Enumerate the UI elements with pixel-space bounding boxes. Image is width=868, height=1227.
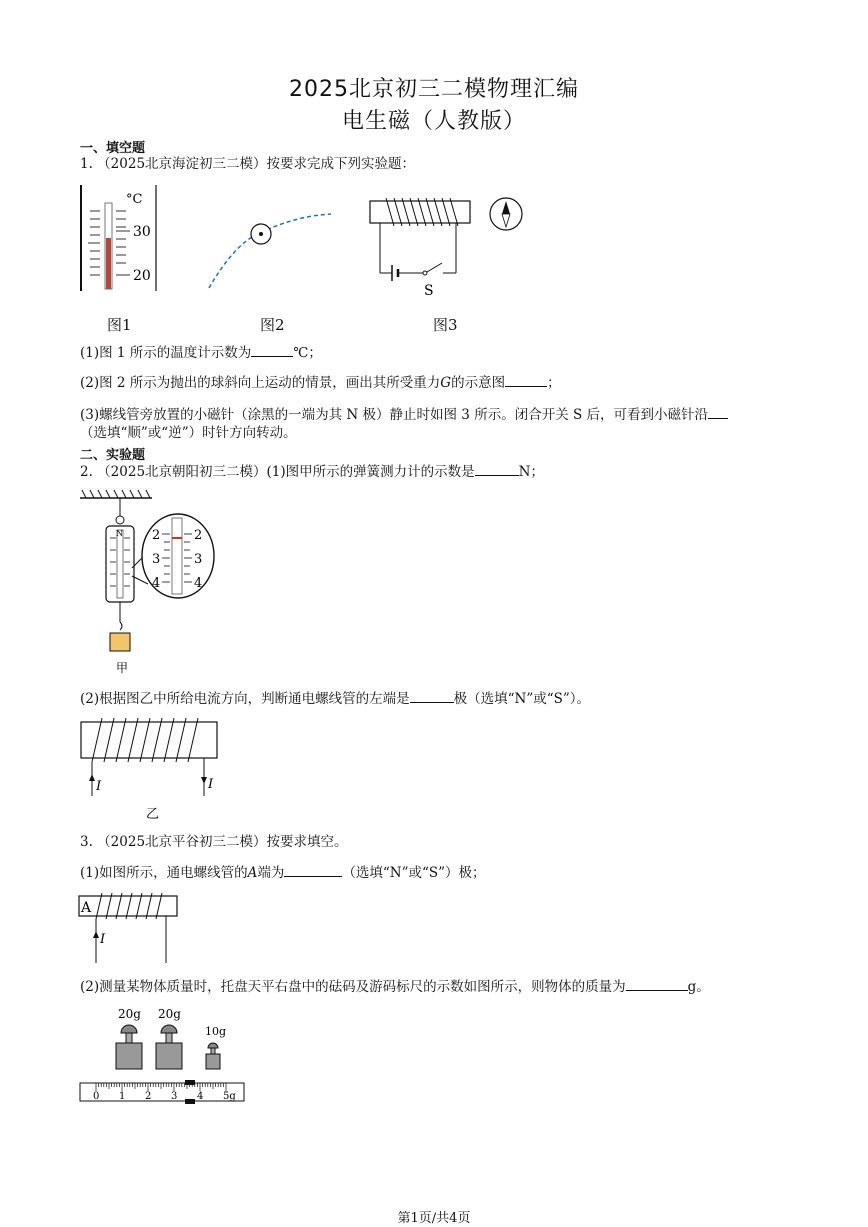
- q1-part1-unit: ℃；: [293, 345, 322, 361]
- q1-part2-text-b: 的示意图: [451, 375, 506, 391]
- thermometer-figure: [78, 183, 168, 295]
- thermometer-unit: °C: [126, 192, 143, 207]
- ball-trajectory-figure: [205, 208, 335, 293]
- figure-label-jia: 甲: [116, 661, 129, 675]
- q3-intro: 3. （2025北京平谷初三二模）按要求填空。: [80, 834, 348, 850]
- callout-label-2-right: 2: [194, 528, 203, 543]
- answer-blank[interactable]: [284, 864, 342, 877]
- answer-blank[interactable]: [475, 463, 519, 476]
- q3-part1-text-b: 端为: [257, 865, 285, 881]
- answer-blank[interactable]: [708, 406, 728, 419]
- q2-part2-text: (2)根据图乙中所给电流方向，判断通电螺线管的左端是: [80, 691, 410, 707]
- caption-fig2: 图2: [260, 316, 285, 334]
- q3-part1-text-c: （选填“N”或“S”）极；: [342, 865, 486, 881]
- current-label-left: I: [96, 779, 102, 794]
- rider-icon: [185, 1080, 195, 1085]
- q3-part2-text: (2)测量某物体质量时，托盘天平右盘中的砝码及游码标尺的示数如图所示，则物体的质量为: [80, 979, 626, 995]
- answer-blank[interactable]: [251, 344, 293, 357]
- q1-intro: 1. （2025北京海淀初三二模）按要求完成下列实验题：: [80, 156, 416, 172]
- scale-label: 1: [119, 1091, 126, 1102]
- answer-blank[interactable]: [505, 374, 547, 387]
- callout-label-4-right: 4: [194, 576, 203, 591]
- spring-scale-figure: [76, 490, 221, 675]
- caption-fig3: 图3: [433, 316, 458, 334]
- page-footer: 第1页/共4页: [397, 1211, 471, 1226]
- callout-label-3-right: 3: [194, 552, 203, 567]
- q1-part2: [80, 374, 561, 392]
- page-title: 2025北京初三二模物理汇编: [289, 77, 579, 102]
- q1-part1: [80, 344, 322, 362]
- weight-20g-icon: [116, 1025, 142, 1069]
- solenoid-circuit-figure: [368, 193, 528, 298]
- weight-20g-icon: [156, 1025, 182, 1069]
- thermometer-label-30: 30: [133, 224, 151, 240]
- q3-part1: [80, 864, 486, 882]
- section-heading-fill: 一、填空题: [80, 141, 146, 156]
- weight-label-2: 20g: [158, 1007, 181, 1021]
- callout-label-2: 2: [152, 528, 161, 543]
- q3-part1-text: (1)如图所示，通电螺线管的: [80, 865, 248, 881]
- current-label-a: I: [100, 932, 106, 947]
- scale-label: 4: [197, 1091, 204, 1102]
- solenoid-end-a: A: [81, 900, 92, 916]
- q1-part3-text: (3)螺线管旁放置的小磁针（涂黑的一端为其 N 极）静止时如图 3 所示。闭合开关 S 后，可看到小磁针沿: [80, 407, 709, 423]
- scale-label: 3: [171, 1091, 178, 1102]
- switch-label: S: [424, 283, 434, 299]
- scale-label: 2: [145, 1091, 152, 1102]
- thermometer-label-20: 20: [133, 268, 151, 284]
- weight-label-3: 10g: [205, 1025, 227, 1038]
- caption-fig1: 图1: [107, 316, 132, 334]
- q2-intro: [80, 463, 544, 481]
- section-heading-experiment: 二、实验题: [80, 448, 146, 463]
- callout-label-3: 3: [152, 552, 161, 567]
- solenoid-figure-yi: [80, 718, 225, 824]
- scale-unit-n: N: [116, 529, 123, 538]
- scale-label: 0: [93, 1091, 100, 1102]
- weight-label-1: 20g: [118, 1007, 141, 1021]
- scale-label: 5g: [223, 1091, 236, 1102]
- current-label-right: I: [208, 777, 214, 792]
- answer-blank[interactable]: [626, 978, 688, 991]
- page-subtitle: 电生磁（人教版）: [341, 109, 526, 134]
- q1-part3-cont: （选填“顺”或“逆”）时针方向转动。: [80, 425, 297, 441]
- q1-part2-end: ；: [547, 375, 561, 391]
- q2-intro-text: 2. （2025北京朝阳初三二模）(1)图甲所示的弹簧测力计的示数是: [80, 464, 475, 480]
- q2-part2: [80, 690, 590, 708]
- q1-part2-text: (2)图 2 所示为抛出的球斜向上运动的情景，画出其所受重力: [80, 375, 441, 391]
- q1-part3: [80, 406, 728, 424]
- solenoid-figure-a: [78, 893, 183, 965]
- balance-weights-figure: [78, 1003, 250, 1108]
- q2-intro-unit: N；: [518, 464, 544, 480]
- q3-part2-unit: g。: [687, 979, 710, 995]
- answer-blank[interactable]: [410, 690, 454, 703]
- end-symbol-a: A: [247, 865, 258, 881]
- gravity-symbol: G: [440, 375, 452, 391]
- callout-label-4: 4: [152, 576, 161, 591]
- figure-label-yi: 乙: [146, 807, 160, 822]
- q1-part1-text: (1)图 1 所示的温度计示数为: [80, 345, 252, 361]
- q3-part2: [80, 978, 710, 996]
- weight-10g-icon: [206, 1043, 220, 1069]
- q2-part2-text-b: 极（选填“N”或“S”）。: [453, 691, 591, 707]
